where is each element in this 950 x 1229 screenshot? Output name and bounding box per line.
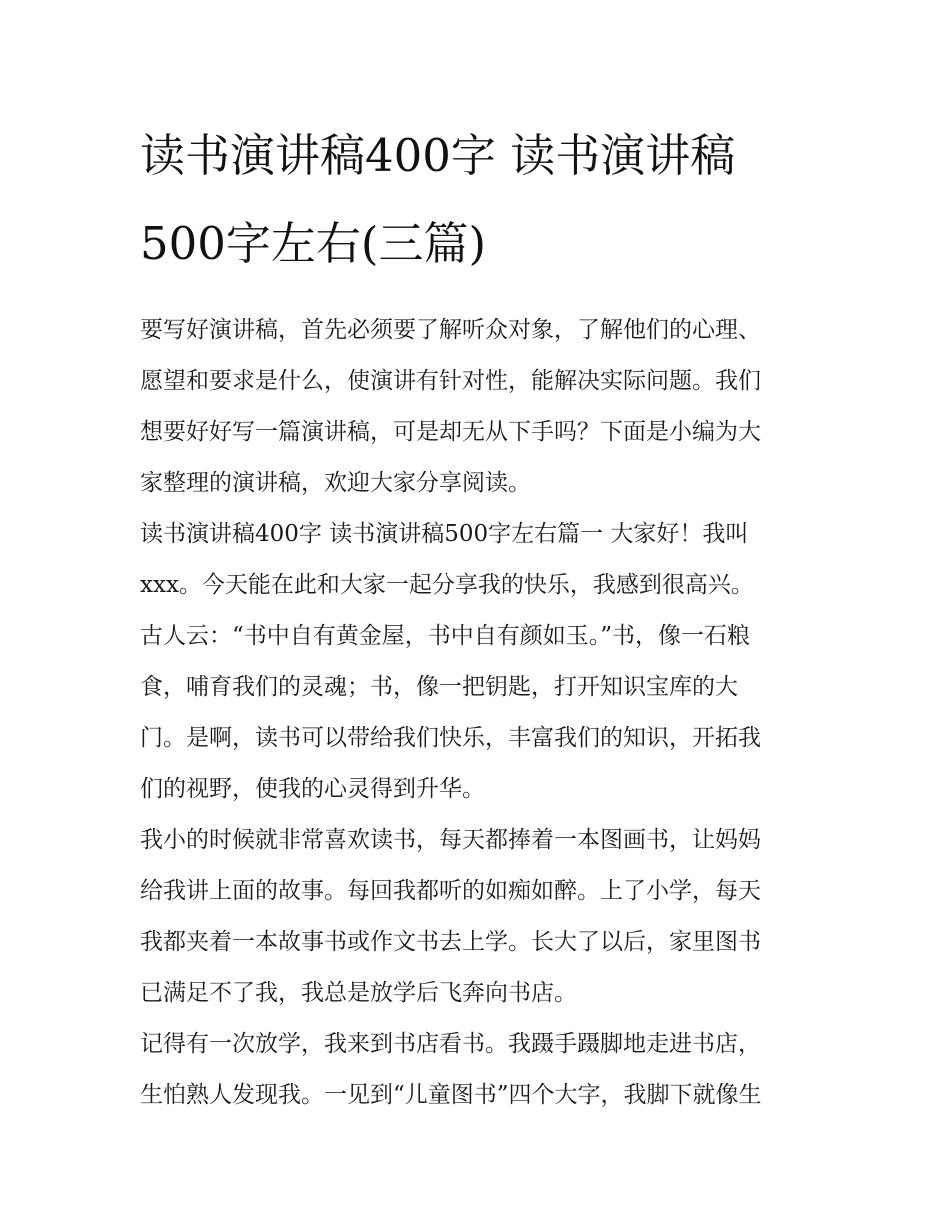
text-line: 古人云：“书中自有黄金屋，书中自有颜如玉。”书，像一石粮 <box>140 623 751 649</box>
text-line: 家整理的演讲稿，欢迎大家分享阅读。 <box>140 470 531 496</box>
title-line: 500字左右(三篇) <box>140 217 487 270</box>
paragraph-bookstore <box>140 1019 812 1121</box>
text-line: 已满足不了我，我总是放学后飞奔向书店。 <box>140 980 577 1006</box>
text-line: 给我讲上面的故事。每回我都听的如痴如醉。上了小学，每天 <box>140 878 761 904</box>
text-line: 们的视野，使我的心灵得到升华。 <box>140 776 485 802</box>
document-title <box>140 112 812 288</box>
text-line: 读书演讲稿400字 读书演讲稿500字左右篇一 大家好！我叫 <box>140 521 749 547</box>
document-content <box>140 112 812 1121</box>
text-line: 我都夹着一本故事书或作文书去上学。长大了以后，家里图书 <box>140 929 761 955</box>
text-line: xxx。今天能在此和大家一起分享我的快乐，我感到很高兴。 <box>140 572 754 598</box>
document-body <box>140 305 812 1121</box>
text-line: 食，哺育我们的灵魂；书，像一把钥匙，打开知识宝库的大 <box>140 674 738 700</box>
title-line: 读书演讲稿400字 读书演讲稿 <box>140 129 736 182</box>
text-line: 记得有一次放学，我来到书店看书。我蹑手蹑脚地走进书店， <box>140 1031 761 1057</box>
text-line: 门。是啊，读书可以带给我们快乐，丰富我们的知识，开拓我 <box>140 725 761 751</box>
paragraph-intro <box>140 305 812 509</box>
paragraph-speech-opening <box>140 509 812 815</box>
text-line: 我小的时候就非常喜欢读书，每天都捧着一本图画书，让妈妈 <box>140 827 761 853</box>
text-line: 想要好好写一篇演讲稿，可是却无从下手吗？下面是小编为大 <box>140 419 761 445</box>
text-line: 生怕熟人发现我。一见到“儿童图书”四个大字，我脚下就像生 <box>140 1082 762 1108</box>
paragraph-childhood <box>140 815 812 1019</box>
text-line: 要写好演讲稿，首先必须要了解听众对象，了解他们的心理、 <box>140 317 761 343</box>
text-line: 愿望和要求是什么，使演讲有针对性，能解决实际问题。我们 <box>140 368 761 394</box>
